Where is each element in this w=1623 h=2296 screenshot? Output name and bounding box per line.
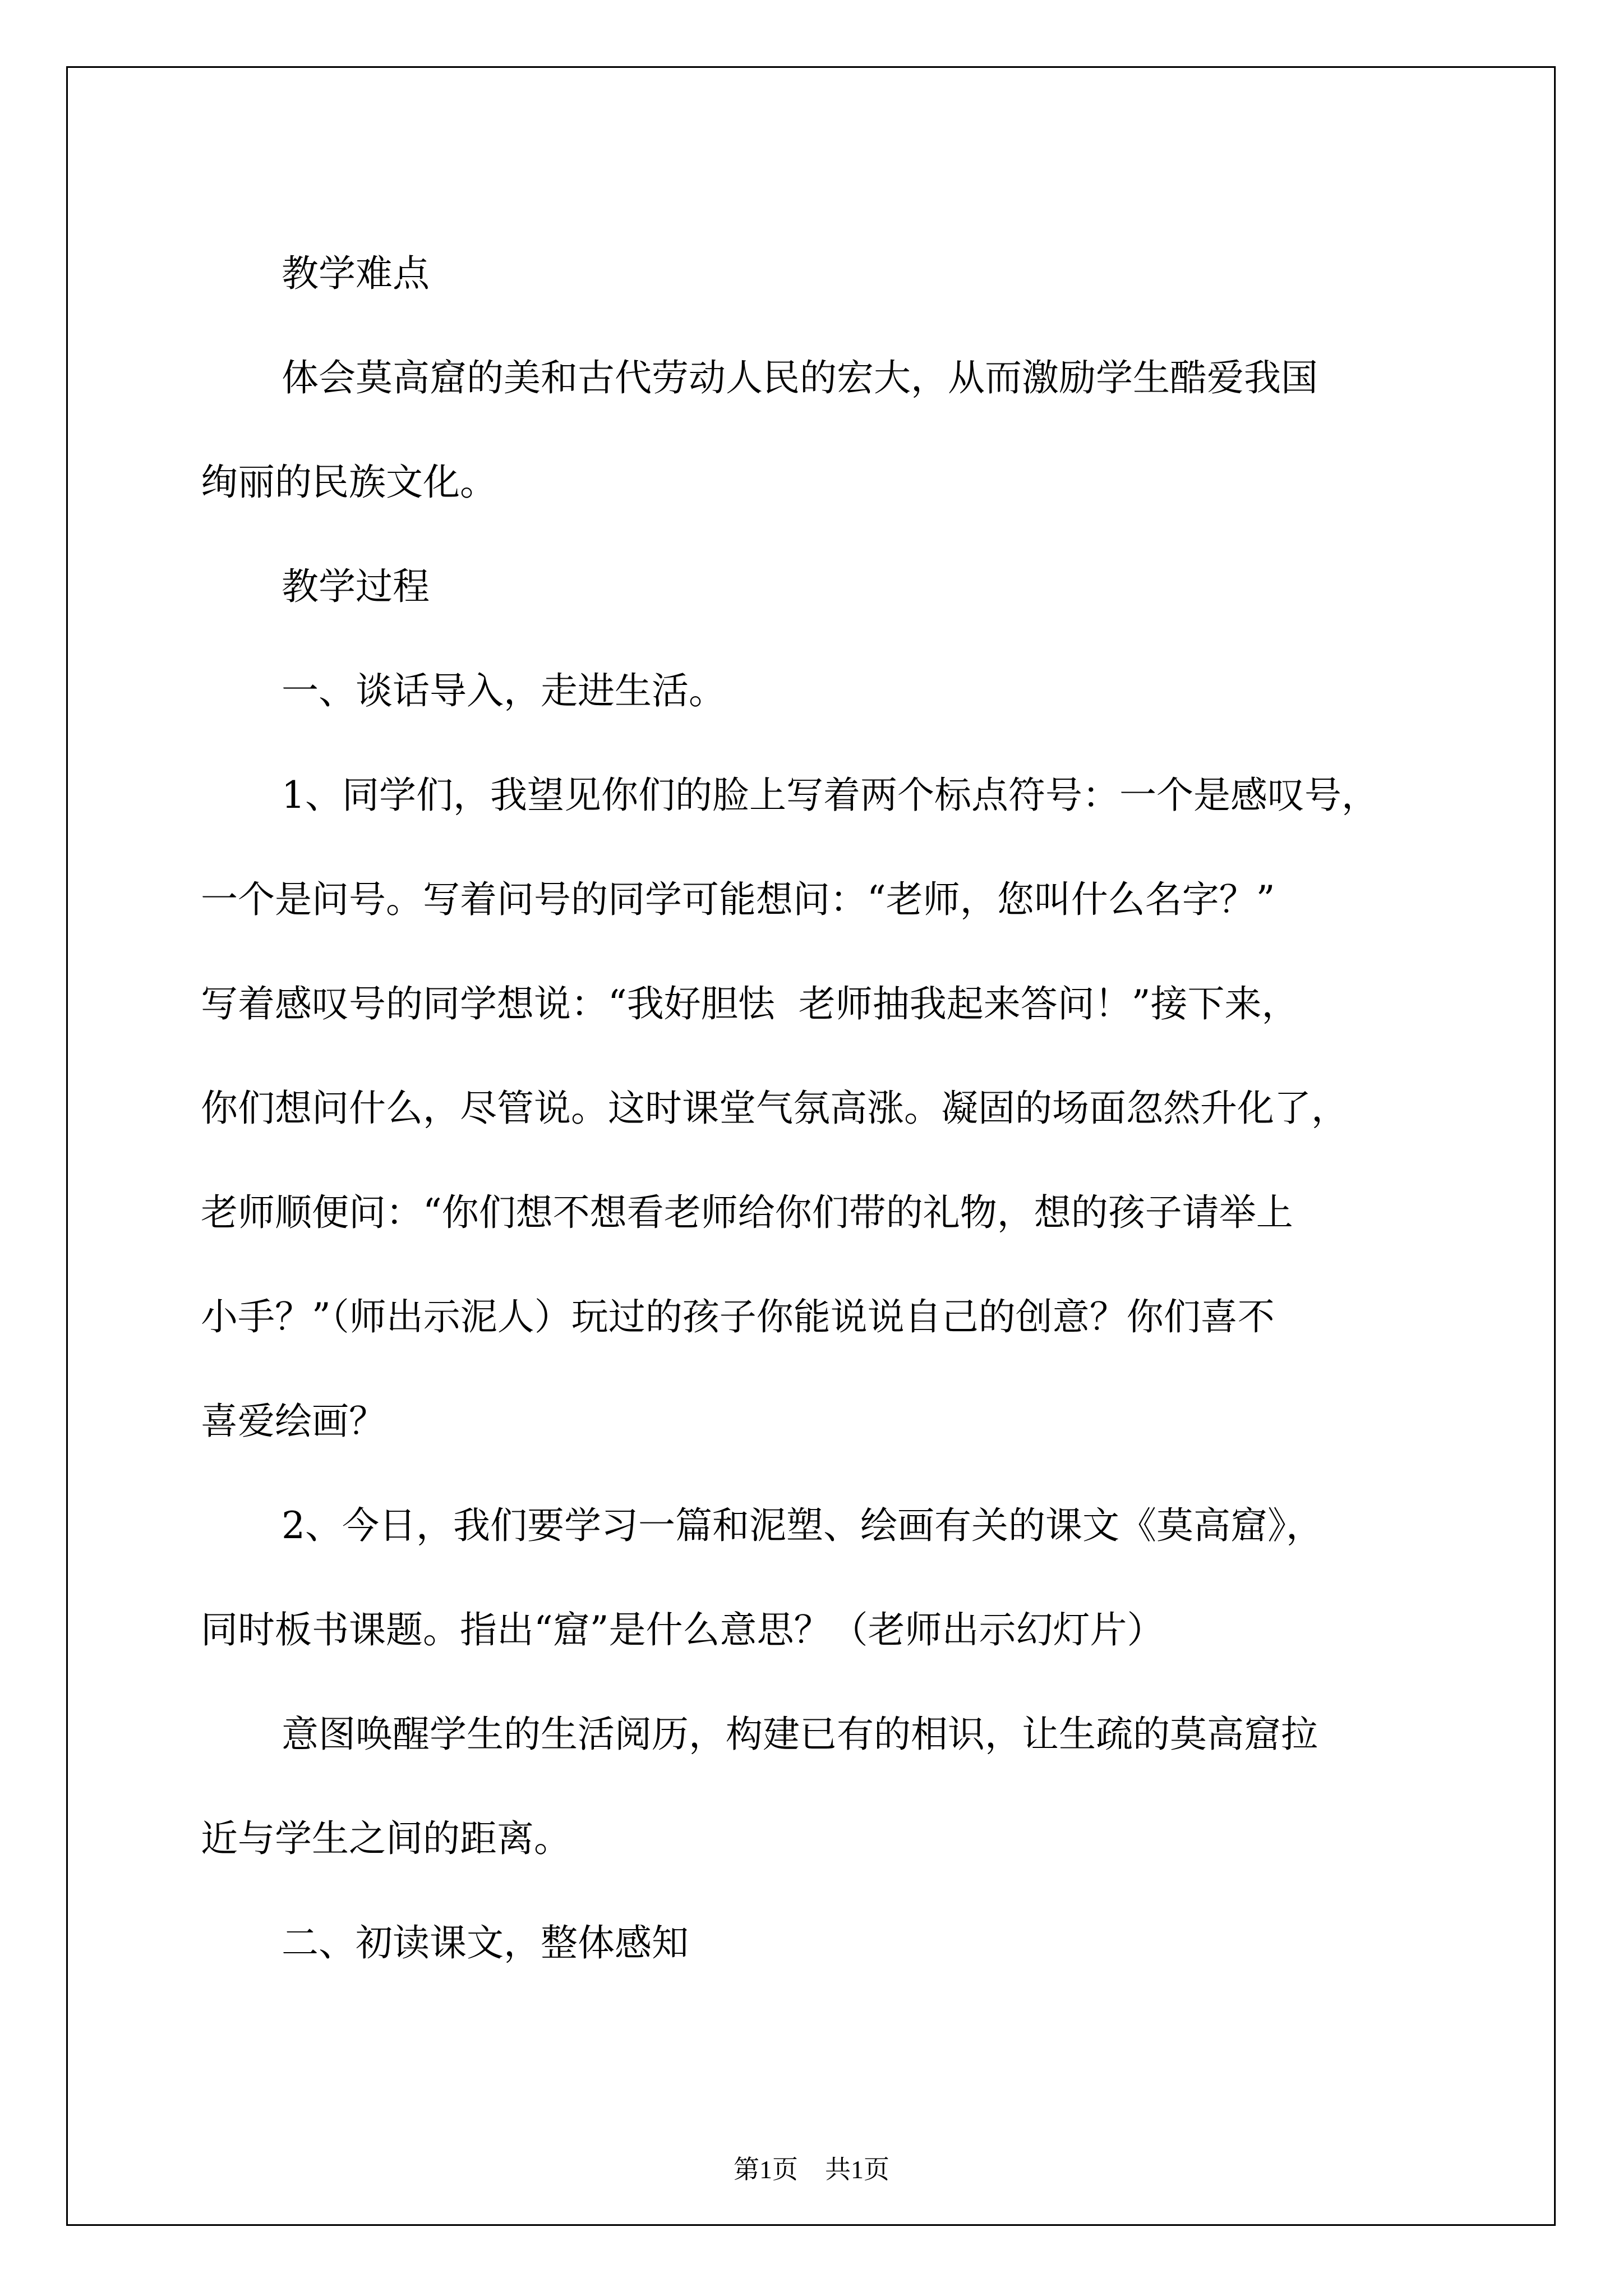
page-footer: [0, 2153, 1623, 2187]
paragraph-line: 老师顺便问：“你们想不想看老师给你们带的礼物，想的孩子请举上: [201, 1191, 1293, 1234]
paragraph-line: 喜爱绘画？: [201, 1400, 386, 1443]
paragraph-line: 一个是问号。写着问号的同学可能想问：“老师，您叫什么名字？”: [201, 878, 1275, 921]
paragraph-line: 体会莫高窟的美和古代劳动人民的宏大，从而激励学生酷爱我国: [282, 356, 1318, 399]
heading-teaching-difficulty: 教学难点: [282, 252, 430, 295]
section-heading-2: 二、初读课文，整体感知: [282, 1921, 689, 1964]
paragraph-line: 意图唤醒学生的生活阅历，构建已有的相识，让生疏的莫高窟拉: [282, 1713, 1318, 1756]
paragraph-line: 绚丽的民族文化。: [201, 461, 497, 504]
paragraph-line: 同时板书课题。指出“窟”是什么意思？（老师出示幻灯片）: [201, 1608, 1164, 1651]
paragraph-line: 2、今日，我们要学习一篇和泥塑、绘画有关的课文《莫高窟》，: [282, 1504, 1323, 1547]
section-heading-1: 一、谈话导入，走进生活。: [282, 669, 726, 712]
page-total: 共1页: [825, 2155, 889, 2184]
document-body: [201, 222, 1435, 1995]
page-number: 第1页: [734, 2155, 798, 2184]
paragraph-line: 写着感叹号的同学想说：“我好胆怯 老师抽我起来答问！”接下来，: [201, 982, 1299, 1025]
heading-teaching-process: 教学过程: [282, 565, 430, 608]
paragraph-line: 近与学生之间的距离。: [201, 1817, 571, 1860]
paragraph-line: 小手？”（师出示泥人）玩过的孩子你能说说自己的创意？你们喜不: [201, 1295, 1275, 1338]
paragraph-line: 1、同学们，我望见你们的脸上写着两个标点符号：一个是感叹号，: [282, 774, 1378, 817]
paragraph-line: 你们想问什么，尽管说。这时课堂气氛高涨。凝固的场面忽然升化了，: [201, 1087, 1348, 1130]
